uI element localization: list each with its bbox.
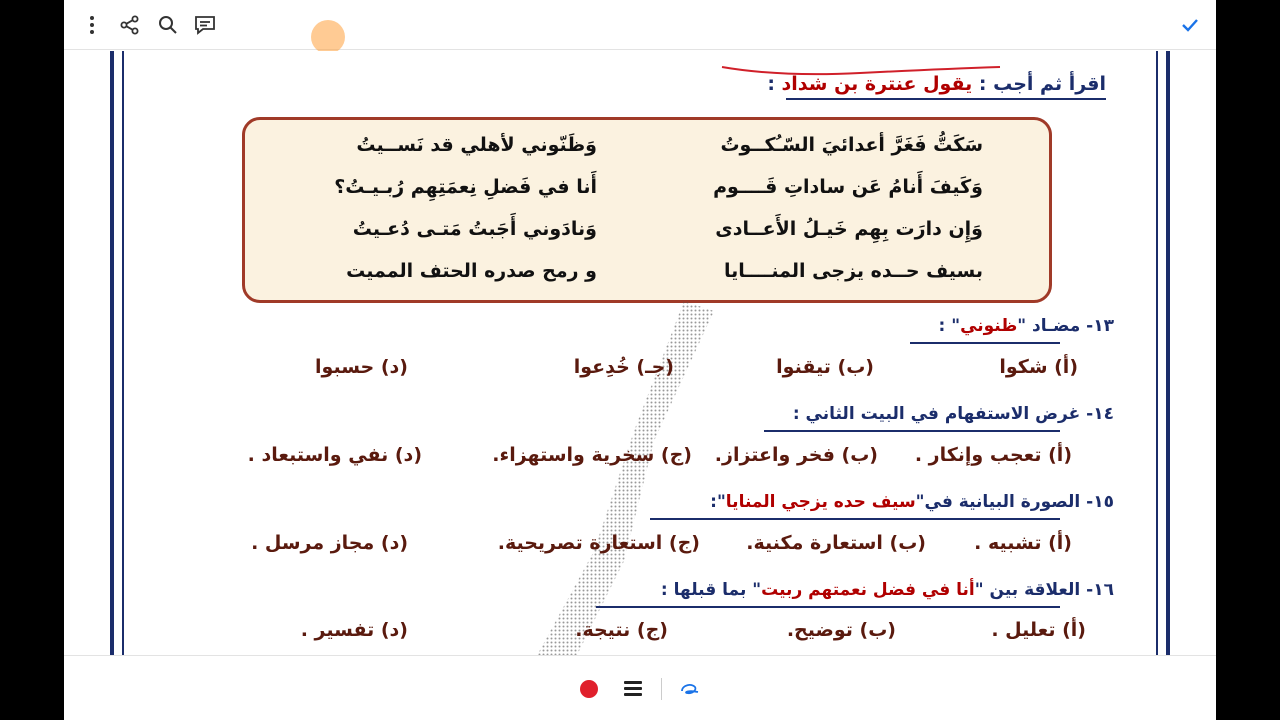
question-14-underline	[764, 430, 1060, 432]
more-vertical-icon[interactable]	[80, 13, 104, 37]
question-13-option-c[interactable]: (جـ) خُدِعوا	[573, 356, 674, 378]
question-13-option-d[interactable]: (د) حسبوا	[315, 356, 408, 378]
heading-red-text: يقول عنترة بن شداد	[781, 73, 973, 95]
ink-pen-icon[interactable]	[678, 677, 702, 701]
question-14-option-d[interactable]: (د) نفي واستبعاد .	[247, 444, 422, 466]
question-title-red: ظنوني	[960, 316, 1018, 336]
poem-box	[242, 117, 1052, 303]
question-15-underline	[650, 518, 1060, 520]
menu-icon[interactable]	[624, 681, 642, 697]
verse-2-left: أَنا في فَضلِ نِعمَتِهِم رُبـيـتُ؟	[334, 176, 597, 198]
heading-prefix: اقرأ ثم أجب :	[978, 73, 1106, 95]
verse-2-right: وَكَيفَ أَنامُ عَن ساداتِ قَــــوم	[713, 176, 983, 198]
question-number: ١٤-	[1086, 404, 1114, 424]
question-title-text: الصورة البيانية في"	[915, 492, 1081, 512]
verse-1-left: وَظَنّوني لأهلي قد نَســيتُ	[356, 134, 597, 156]
verse-4-right: بسيف حــده يزجى المنــــايا	[724, 260, 983, 282]
question-number: ١٥-	[1086, 492, 1114, 512]
heading-underline	[786, 98, 1106, 100]
scan-stipple-artifact	[534, 301, 714, 655]
question-15-title	[710, 492, 1114, 512]
bottom-toolbar	[64, 655, 1216, 720]
clipped-previous-line	[444, 51, 1004, 59]
verse-3-left: وَنادَوني أَجَبتُ مَتـى دُعـيتُ	[352, 218, 597, 240]
checkmark-icon[interactable]	[1178, 13, 1202, 37]
question-13-underline	[910, 342, 1060, 344]
question-title-text: مضـاد "	[1017, 316, 1081, 336]
question-16-option-c[interactable]: (ج) نتيجة.	[575, 619, 668, 641]
question-16-option-d[interactable]: (د) تفسير .	[300, 619, 408, 641]
question-title-end: " :	[938, 316, 961, 336]
question-15-option-c[interactable]: (ج) استعارة تصريحية.	[497, 532, 700, 554]
verse-4-left: و رمح صدره الحتف المميت	[346, 260, 597, 282]
verse-3-right: وَإِن دارَت بِهِم خَيـلُ الأَعــادى	[715, 218, 983, 240]
top-toolbar	[64, 0, 1216, 50]
question-number: ١٦-	[1086, 580, 1114, 600]
question-15-option-d[interactable]: (د) مجاز مرسل .	[251, 532, 408, 554]
question-title-red: سيف حده يزجي المنايا	[725, 492, 916, 512]
question-13-option-b[interactable]: (ب) تيقنوا	[776, 356, 874, 378]
question-title-text: العلاقة بين "	[974, 580, 1081, 600]
heading-suffix: :	[767, 73, 775, 95]
question-16-title	[661, 580, 1114, 600]
question-title-red: أنا في فضل نعمتهم ربيت	[761, 580, 975, 600]
question-15-option-a[interactable]: (أ) تشبيه .	[974, 532, 1072, 554]
pointer-highlight	[311, 20, 345, 54]
record-icon[interactable]	[580, 680, 598, 698]
question-14-option-a[interactable]: (أ) تعجب وإنكار .	[914, 444, 1072, 466]
question-16-option-b[interactable]: (ب) توضيح.	[786, 619, 896, 641]
question-14-option-b[interactable]: (ب) فخر واعتزاز.	[714, 444, 878, 466]
question-14-option-c[interactable]: (ج) سخرية واستهزاء.	[492, 444, 692, 466]
question-14-title	[793, 404, 1114, 424]
question-16-option-a[interactable]: (أ) تعليل .	[991, 619, 1086, 641]
verse-1-right: سَكَتُّ فَغَرَّ أعدائيَ السّـُكــوتُ	[720, 134, 983, 156]
instruction-heading	[767, 73, 1106, 95]
question-title-end: ":	[710, 492, 726, 512]
question-15-option-b[interactable]: (ب) استعارة مكنية.	[746, 532, 926, 554]
page-border-left	[110, 51, 124, 655]
question-13-title	[938, 316, 1114, 336]
question-16-underline	[596, 606, 1060, 608]
question-13-option-a[interactable]: (أ) شكوا	[999, 356, 1078, 378]
search-icon[interactable]	[156, 13, 180, 37]
comment-icon[interactable]	[193, 13, 217, 37]
share-icon[interactable]	[118, 13, 142, 37]
document-page	[64, 51, 1216, 655]
page-border-right	[1156, 51, 1170, 655]
question-title-end: " بما قبلها :	[660, 580, 762, 600]
question-number: ١٣-	[1086, 316, 1114, 336]
toolbar-divider	[661, 678, 662, 700]
pdf-viewer	[64, 0, 1216, 720]
question-title-text: غرض الاستفهام في البيت الثاني :	[792, 404, 1081, 424]
